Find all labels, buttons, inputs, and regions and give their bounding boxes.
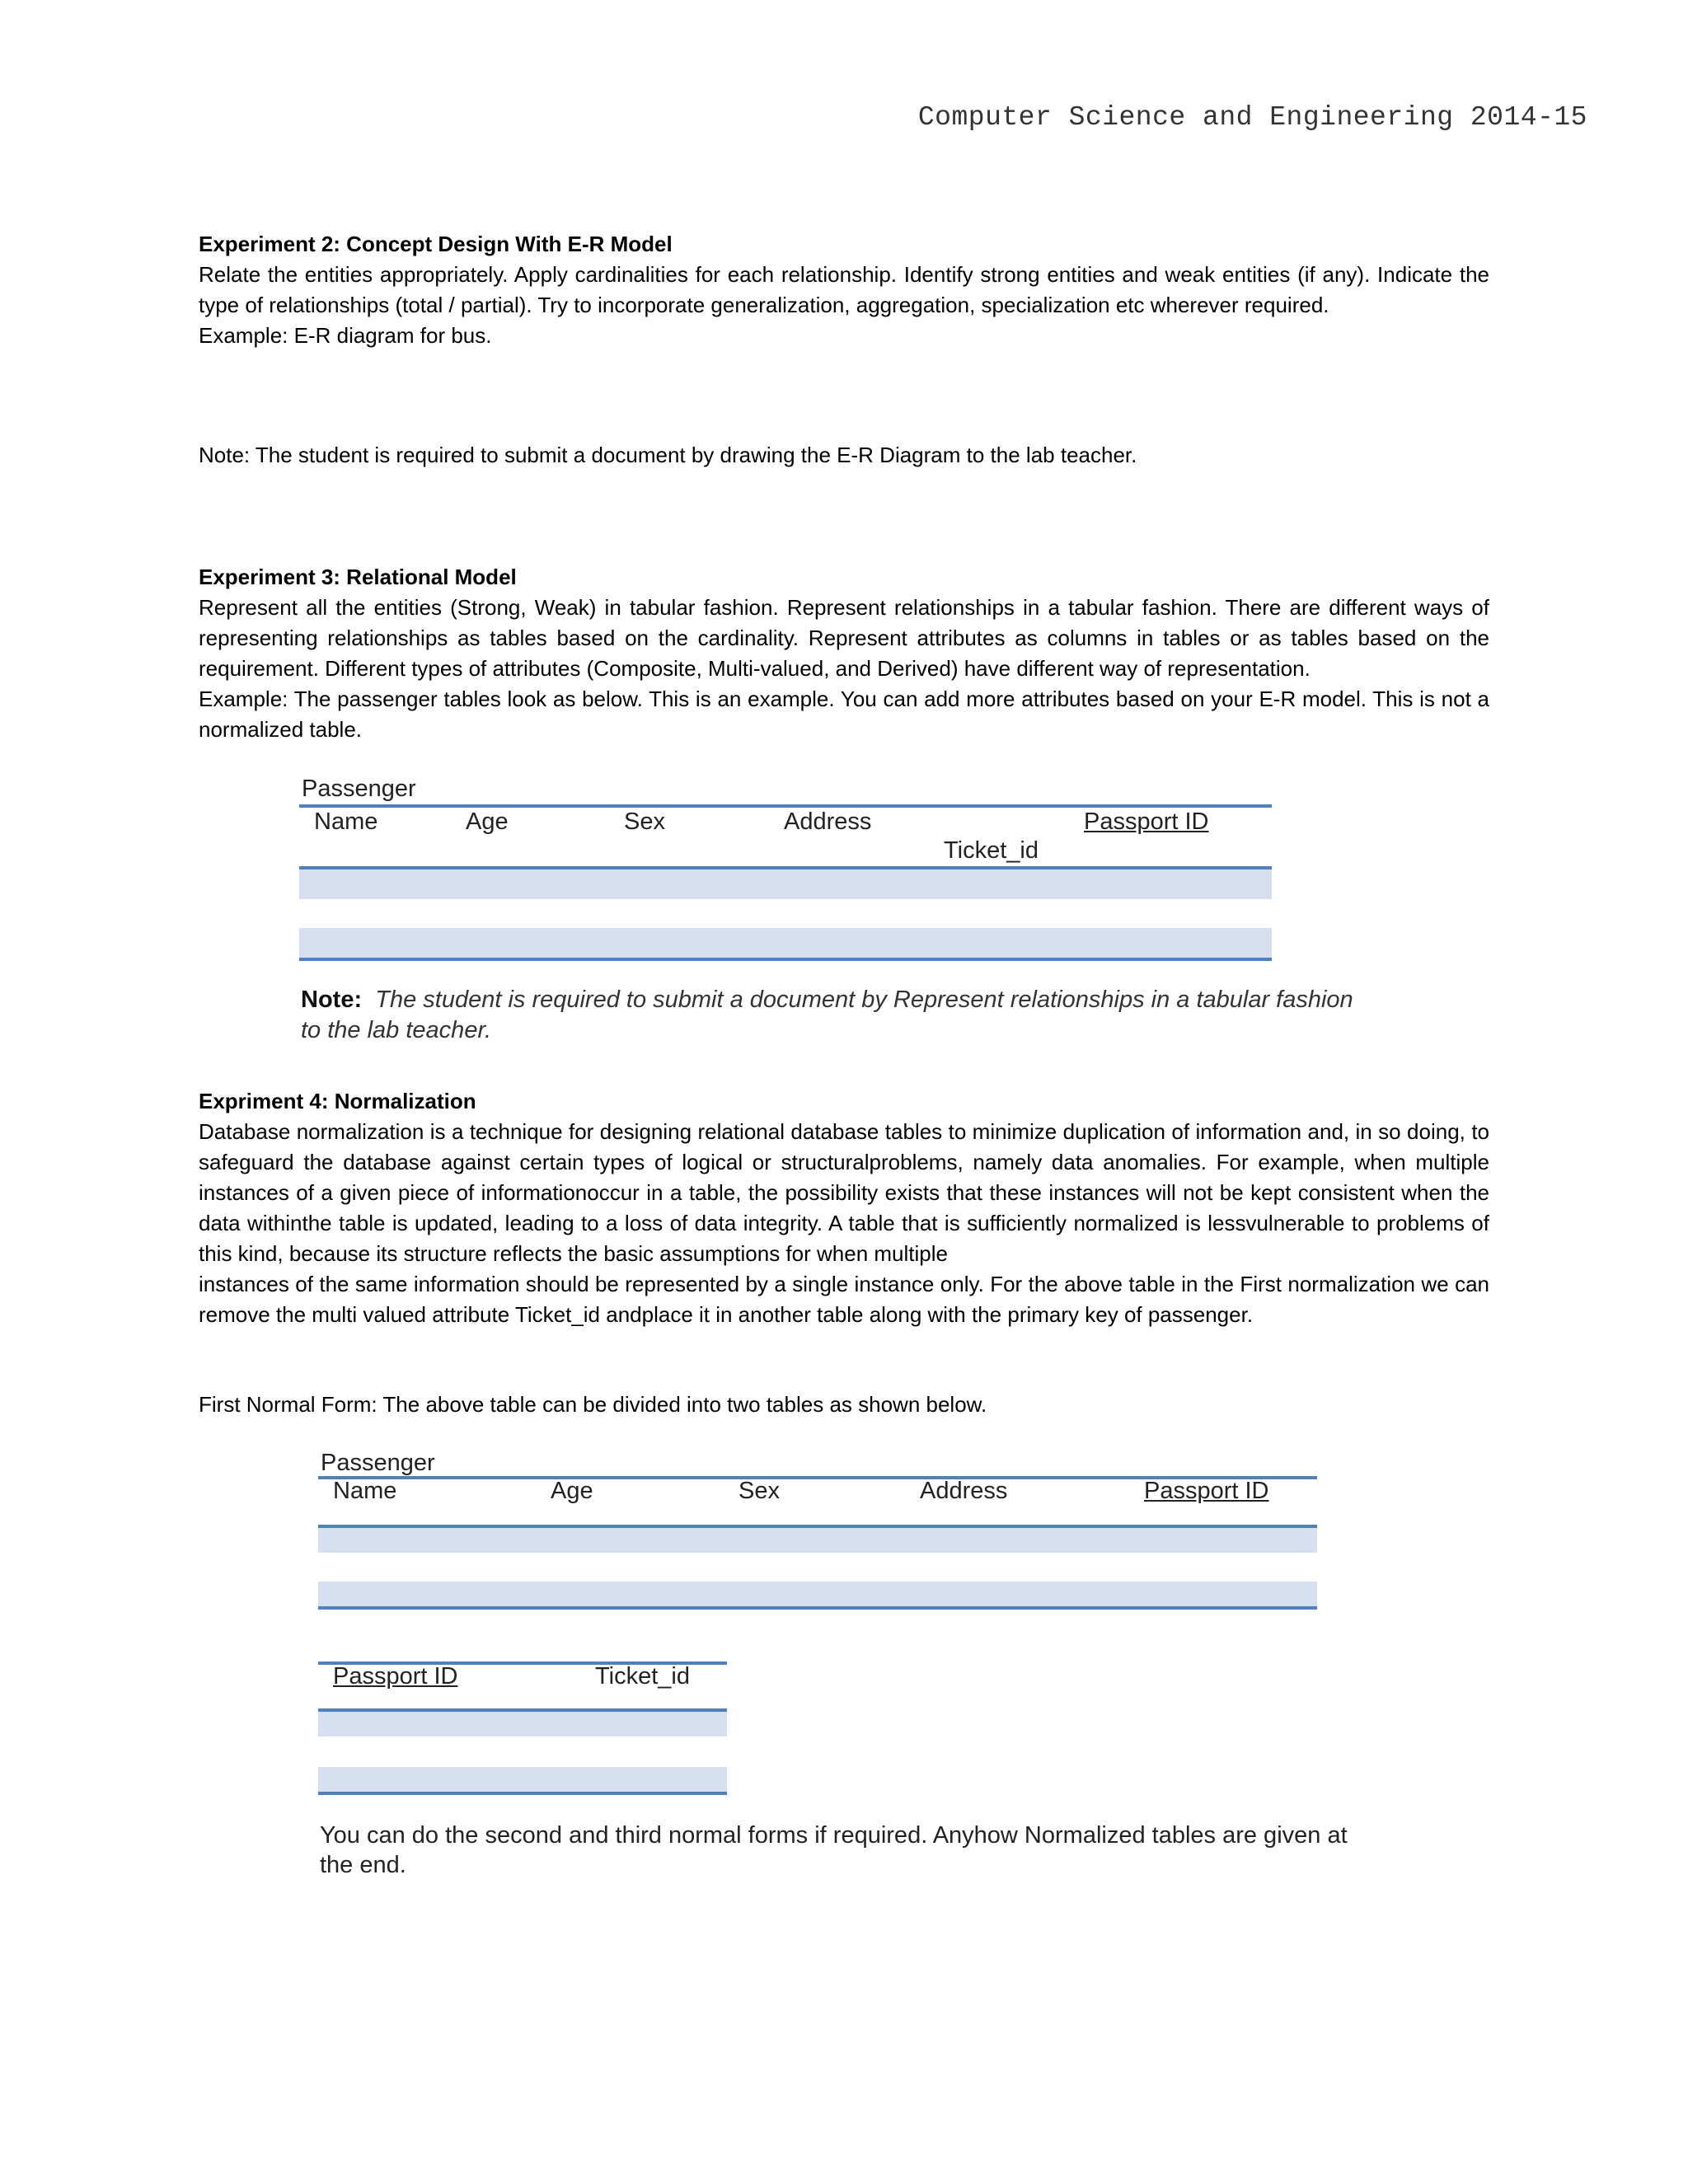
normalized-passenger-table [318,1450,1317,1611]
closing-note: You can do the second and third normal forms if required. Anyhow Normalized tables are given at the end. [320,1822,1348,1878]
experiment-4-section [199,1086,1489,1330]
experiment-2-heading: Experiment 2: Concept Design With E-R Model [199,232,673,256]
experiment-3-paragraph: Represent all the entities (Strong, Weak) in tabular fashion. Represent relationships in a tabular fashion. There are different ways of representing relationships as tables based on the cardinality. Represent attributes as columns in tables or as tables based on the requirement. Different types of attributes (Composite, Multi-valued, and Derived) have different way of representation. [199,595,1489,681]
column-header-name: Name [314,808,378,835]
column-header-passport-id: Passport ID [333,1663,458,1690]
table-row [318,1528,1317,1553]
page-header: Computer Science and Engineering 2014-15 [917,102,1587,133]
experiment-2-note-block [199,440,1489,471]
passenger-table [299,776,1272,961]
column-header-address: Address [784,808,872,835]
table-row [318,1582,1317,1606]
experiment-2-section [199,229,1489,351]
column-header-passport-id: Passport ID [1084,808,1209,835]
note-label: Note: [301,987,363,1013]
experiment-3-note [301,985,1364,1046]
table-row [318,1712,727,1736]
experiment-3-heading: Experiment 3: Relational Model [199,565,517,589]
column-header-age: Age [466,808,509,835]
column-header-ticket-id: Ticket_id [944,837,1039,864]
table-bottom-rule [299,958,1272,961]
table-bottom-rule [318,1606,1317,1610]
table-row [318,1767,727,1792]
note-text: The student is required to submit a document by Represent relationships in a tabular fashion to the lab teacher. [301,987,1353,1043]
experiment-3-example: Example: The passenger tables look as below. This is an example. You can add more attributes based on your E-R model. This is not a normalized table. [199,687,1489,742]
table-bottom-rule [318,1792,727,1795]
column-header-ticket-id: Ticket_id [595,1663,690,1690]
table-caption: Passenger [302,776,416,802]
experiment-4-heading: Expriment 4: Normalization [199,1089,476,1113]
column-header-name: Name [333,1478,397,1504]
table-row [299,869,1272,899]
first-normal-form-block [199,1390,1489,1420]
experiment-2-note: Note: The student is required to submit a document by drawing the E-R Diagram to the lab teacher. [199,443,1137,467]
column-header-sex: Sex [624,808,665,835]
ticket-table [318,1661,727,1800]
first-normal-form-text: First Normal Form: The above table can be divided into two tables as shown below. [199,1392,987,1417]
experiment-4-paragraph: Database normalization is a technique for designing relational database tables to minimize duplication of information and, in so doing, to safeguard the database against certain types of logical or structuralproblems, namely data anomalies. For example, when multiple instances of a given piece of informationoccur in a table, the possibility exists that these instances will not be kept consistent when the data withinthe table is updated, leading to a loss of data integrity. A table that is sufficiently normalized is lessvulnerable to problems of this kind, because its structure reflects the basic assumptions for when multiple [199,1119,1489,1266]
experiment-2-paragraph: Relate the entities appropriately. Apply cardinalities for each relationship. Identify strong entities and weak entities (if any). Indicate the type of relationships (total / partial). Try to incorporate generalization, aggregation, specialization etc wherever required. [199,262,1489,317]
experiment-4-paragraph-continued: instances of the same information should be represented by a single instance only. For the above table in the First normalization we can remove the multi valued attribute Ticket_id andplace it in another table along with the primary key of passenger. [199,1272,1489,1327]
table-caption: Passenger [321,1450,435,1476]
table-top-rule [299,804,1272,808]
experiment-2-example: Example: E-R diagram for bus. [199,323,492,348]
column-header-age: Age [551,1478,593,1504]
table-row [299,928,1272,958]
column-header-sex: Sex [738,1478,780,1504]
column-header-address: Address [920,1478,1008,1504]
experiment-3-section [199,562,1489,745]
column-header-passport-id: Passport ID [1144,1478,1269,1504]
